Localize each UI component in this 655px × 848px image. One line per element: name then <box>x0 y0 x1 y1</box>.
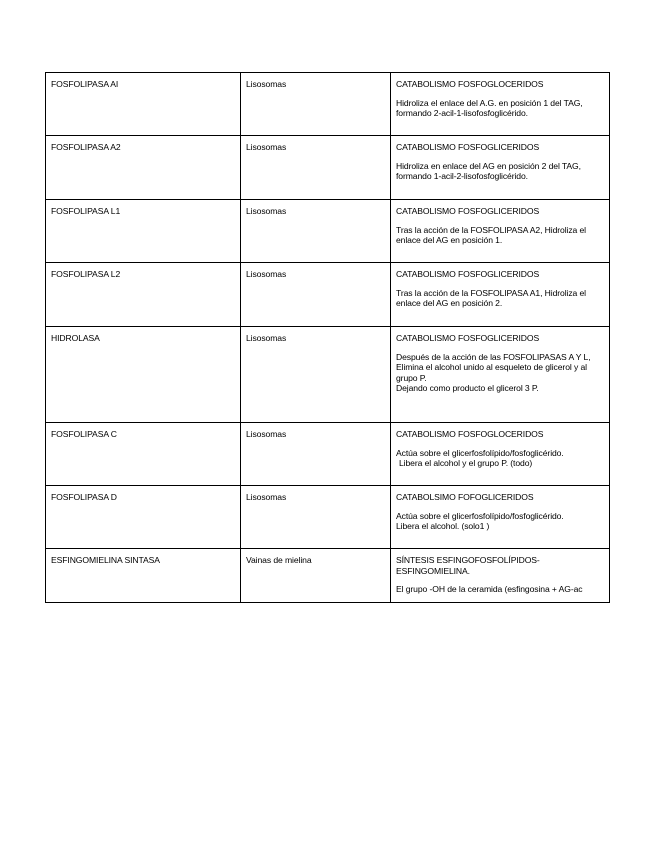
enzyme-location: Lisosomas <box>241 423 391 486</box>
table-row <box>46 327 610 423</box>
process-description <box>396 352 605 394</box>
enzyme-location: Lisosomas <box>241 263 391 327</box>
enzyme-location: Lisosomas <box>241 73 391 136</box>
process-description <box>396 448 605 469</box>
description-line: Dejando como producto el glicerol 3 P. <box>396 383 539 393</box>
process-title: CATABOLISMO FOSFOGLICERIDOS <box>396 269 540 279</box>
enzyme-location: Lisosomas <box>241 327 391 423</box>
table-row <box>46 73 610 136</box>
process-title: CATABOLISMO FOSFOGLICERIDOS <box>396 142 540 152</box>
enzyme-location: Lisosomas <box>241 486 391 549</box>
description-line: Libera el alcohol. (solo1 ) <box>396 521 490 531</box>
enzyme-location: Lisosomas <box>241 136 391 200</box>
enzyme-name: HIDROLASA <box>46 327 241 423</box>
enzyme-name: FOSFOLIPASA C <box>46 423 241 486</box>
table-row <box>46 486 610 549</box>
enzyme-process-cell <box>391 136 610 200</box>
enzyme-name: FOSFOLIPASA AI <box>46 73 241 136</box>
table-row <box>46 423 610 486</box>
enzyme-name: FOSFOLIPASA A2 <box>46 136 241 200</box>
process-description <box>396 288 605 309</box>
description-line: Tras la acción de la FOSFOLIPASA A1, Hidroliza el enlace del AG en posición 2. <box>396 287 586 308</box>
description-line: Hidroliza el enlace del A.G. en posición 1 del TAG, formando 2-acil-1-lisofosfoglicérido. <box>396 97 583 118</box>
enzyme-process-cell <box>391 486 610 549</box>
process-description <box>396 98 605 119</box>
table-row <box>46 136 610 200</box>
process-description <box>396 225 605 246</box>
process-description <box>396 584 605 595</box>
process-title: SÍNTESIS ESFINGOFOSFOLÍPIDOS-ESFINGOMIELINA. <box>396 555 540 576</box>
description-line: Elimina el alcohol unido al esqueleto de glicerol y al grupo P. <box>396 362 587 383</box>
enzyme-process-cell <box>391 549 610 603</box>
enzyme-location: Lisosomas <box>241 200 391 263</box>
process-title: CATABOLISMO FOSFOGLOCERIDOS <box>396 429 544 439</box>
enzyme-table <box>45 72 610 603</box>
process-title: CATABOLISMO FOSFOGLOCERIDOS <box>396 79 544 89</box>
enzyme-process-cell <box>391 327 610 423</box>
enzyme-process-cell <box>391 73 610 136</box>
enzyme-name: FOSFOLIPASA L1 <box>46 200 241 263</box>
process-title: CATABOLSIMO FOFOGLICERIDOS <box>396 492 534 502</box>
description-line: Actúa sobre el glicerfosfolípido/fosfoglicérido. <box>396 510 564 521</box>
description-line: El grupo -OH de la ceramida (esfingosina + AG-ac <box>396 584 583 594</box>
description-line: Actúa sobre el glicerfosfolípido/fosfoglicérido. <box>396 447 564 458</box>
enzyme-name: ESFINGOMIELINA SINTASA <box>46 549 241 603</box>
table-row <box>46 263 610 327</box>
enzyme-location: Vainas de mielina <box>241 549 391 603</box>
process-title: CATABOLISMO FOSFOGLICERIDOS <box>396 333 540 343</box>
description-line: Libera el alcohol y el grupo P. (todo) <box>399 458 533 468</box>
description-line: Hidroliza en enlace del AG en posición 2 del TAG, formando 1-acil-2-lisofosfoglicérido. <box>396 160 581 181</box>
enzyme-process-cell <box>391 423 610 486</box>
enzyme-name: FOSFOLIPASA D <box>46 486 241 549</box>
process-title: CATABOLISMO FOSFOGLICERIDOS <box>396 206 540 216</box>
process-description <box>396 161 605 182</box>
enzyme-process-cell <box>391 200 610 263</box>
process-description <box>396 511 605 532</box>
enzyme-name: FOSFOLIPASA L2 <box>46 263 241 327</box>
table-row <box>46 200 610 263</box>
description-line: Después de la acción de las FOSFOLIPASAS A Y L, <box>396 351 591 362</box>
description-line: Tras la acción de la FOSFOLIPASA A2, Hidroliza el enlace del AG en posición 1. <box>396 224 586 245</box>
enzyme-process-cell <box>391 263 610 327</box>
table-row <box>46 549 610 603</box>
